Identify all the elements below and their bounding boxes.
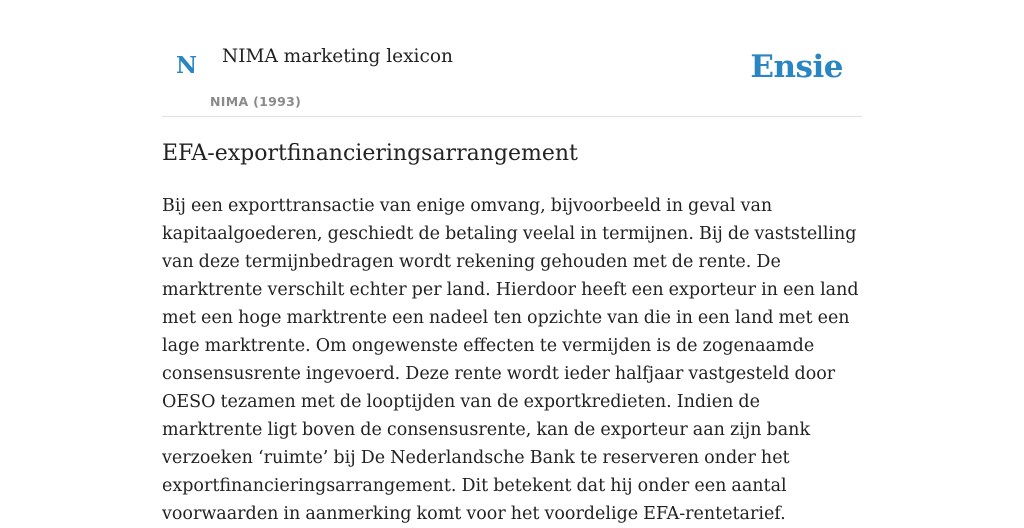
article-title: EFA-exportfinancieringsarrangement: [162, 141, 578, 166]
article-body: Bij een exporttransactie van enige omvang, bijvoorbeeld in geval van kapitaalgoederen, geschiedt de betaling veelal in termijnen. Bij de vaststelling van deze termijnbedragen wordt rekening gehouden met de rente. De marktrente verschilt echter per land. Hierdoor heeft een exporteur in een land met een hoge marktrente een nadeel ten opzichte van die in een land met een lage marktrente. Om ongewenste effecten te vermijden is de zogenaamde consensusrente ingevoerd. Deze rente wordt ieder halfjaar vastgesteld door OESO tezamen met de looptijden van de exportkredieten. Indien de marktrente ligt boven de consensusrente, kan de exporteur aan zijn bank verzoeken ‘ruimte’ bij De Nederlandsche Bank te reserveren onder het exportfinancieringsarrangement. Dit betekent dat hij onder een aantal voorwaarden in aanmerking komt voor het voordelige EFA-rentetarief.: [162, 196, 859, 524]
source-logo-letter[interactable]: N: [176, 52, 198, 79]
source-title-link[interactable]: NIMA marketing lexicon: [222, 46, 453, 67]
ensie-logo[interactable]: Ensie: [750, 49, 843, 85]
source-subtitle: NIMA (1993): [210, 94, 302, 109]
source-header: [162, 0, 862, 117]
